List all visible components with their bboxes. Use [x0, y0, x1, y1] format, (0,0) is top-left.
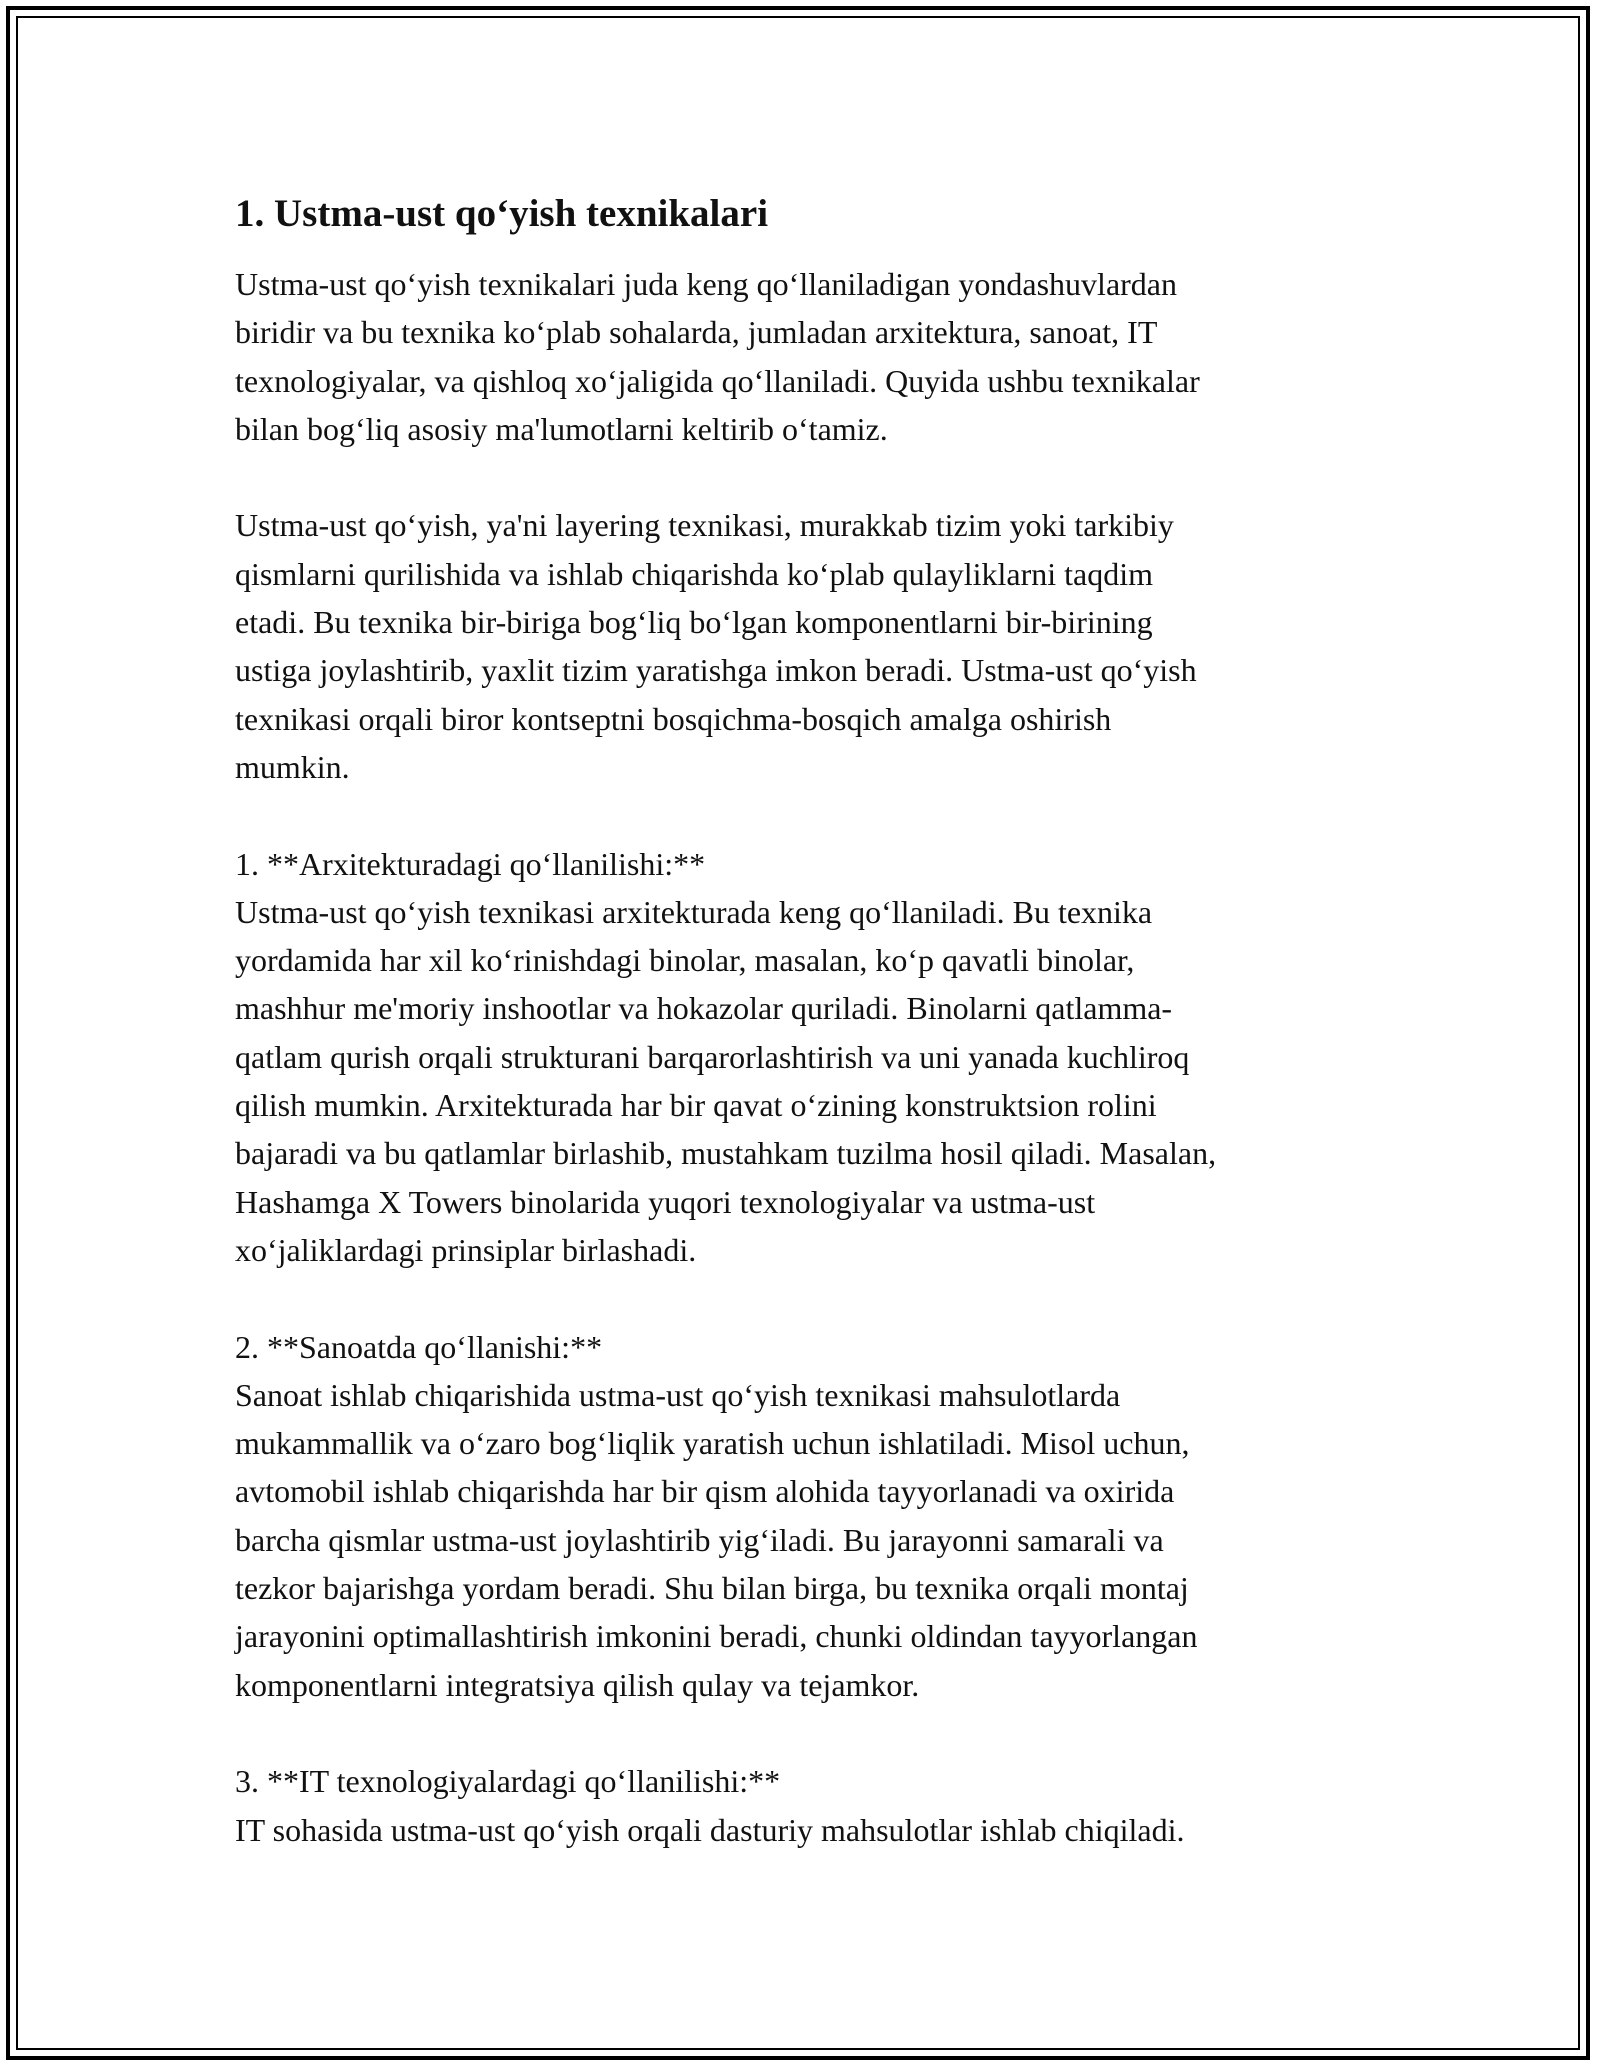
paragraph-gap: [235, 1709, 1375, 1757]
paragraph-gap: [235, 1274, 1375, 1322]
list-item-body-it: IT sohasida ustma-ust qo‘yish orqali dasturiy mahsulotlar ishlab chiqiladi.: [235, 1811, 1185, 1848]
list-item-title-architecture: 1. **Arxitekturadagi qo‘llanilishi:**: [235, 845, 706, 882]
document-body: [235, 188, 1375, 1854]
list-item-body-architecture: Ustma-ust qo‘yish texnikasi arxitekturada keng qo‘llaniladi. Bu texnika yordamida har xil ko‘rinishdagi binolar, masalan, ko‘p qavatli binolar, mashhur me'moriy inshootlar va hokazolar quriladi. Binolarni qatlamma- qatlam qurish orqali strukturani barqarorlashtirish va uni yanada kuchliroq qilish mumkin. Arxitekturada har bir qavat o‘zining konstruktsion rolini bajaradi va bu qatlamlar birlashib, mustahkam tuzilma hosil qiladi. Masalan, Hashamga X Towers binolarida yuqori texnologiyalar va ustma-ust xo‘jaliklardagi prinsiplar birlashadi.: [235, 893, 1217, 1268]
intro-paragraph: Ustma-ust qo‘yish texnikalari juda keng qo‘llaniladigan yondashuvlardan biridir va bu texnika ko‘plab sohalarda, jumladan arxitektura, sanoat, IT texnologiyalar, va qishloq xo‘jaligida qo‘llaniladi. Quyida ushbu texnikalar bilan bog‘liq asosiy ma'lumotlarni keltirib o‘tamiz.: [235, 266, 1200, 447]
overview-paragraph: Ustma-ust qo‘yish, ya'ni layering texnikasi, murakkab tizim yoki tarkibiy qismlarni qurilishida va ishlab chiqarishda ko‘plab qulayliklarni taqdim etadi. Bu texnika bir-biriga bog‘liq bo‘lgan komponentlarni bir-birining ustiga joylashtirib, yaxlit tizim yaratishga imkon beradi. Ustma-ust qo‘yish texnikasi orqali biror kontseptni bosqichma-bosqich amalga oshirish mumkin.: [235, 507, 1197, 785]
paragraph-gap: [235, 791, 1375, 839]
paragraph-gap: [235, 453, 1375, 501]
list-item-title-industry: 2. **Sanoatda qo‘llanishi:**: [235, 1328, 603, 1365]
list-item-body-industry: Sanoat ishlab chiqarishida ustma-ust qo‘yish texnikasi mahsulotlarda mukammallik va o‘zaro bog‘liqlik yaratish uchun ishlatiladi. Misol uchun, avtomobil ishlab chiqarishda har bir qism alohida tayyorlanadi va oxirida barcha qismlar ustma-ust joylashtirib yig‘iladi. Bu jarayonni samarali va tezkor bajarishga yordam beradi. Shu bilan birga, bu texnika orqali montaj jarayonini optimallashtirish imkonini beradi, chunki oldindan tayyorlangan komponentlarni integratsiya qilish qulay va tejamkor.: [235, 1376, 1198, 1703]
list-item-title-it: 3. **IT texnologiyalardagi qo‘llanilishi:**: [235, 1763, 781, 1800]
section-heading: 1. Ustma-ust qo‘yish texnikalari: [235, 192, 769, 235]
